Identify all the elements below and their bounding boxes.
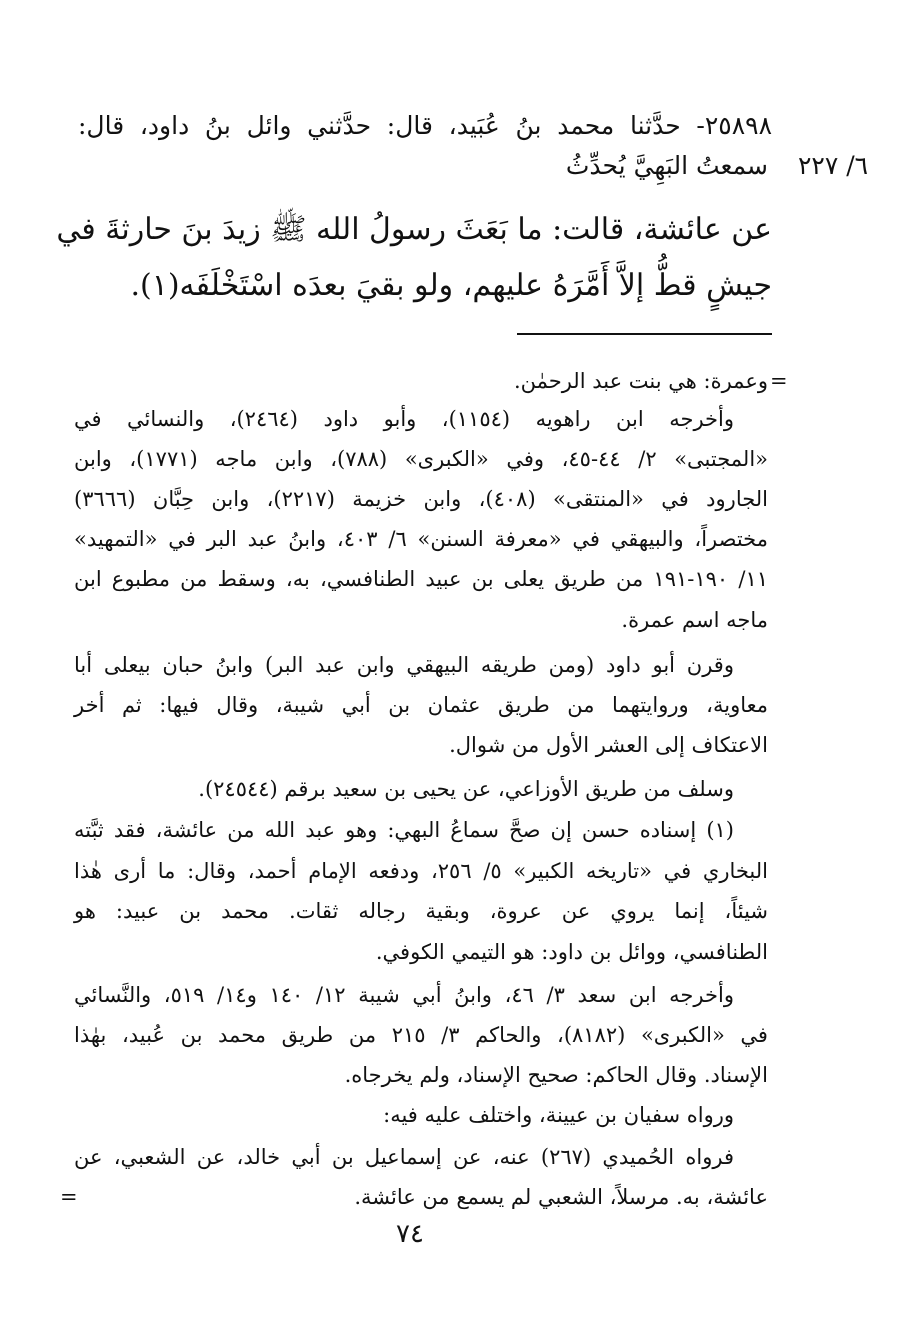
footnote-trailing-mark: = — [60, 1185, 78, 1209]
footnote-line: شيئاً، إنما يروي عن عروة، وبقية رجاله ثقات. محمد بن عبيد: هو — [74, 899, 768, 923]
footnote-line: فرواه الحُميدي (٢٦٧) عنه، عن إسماعيل بن أبي خالد، عن الشعبي، عن — [74, 1145, 734, 1169]
footnote-line: البخاري في «تاريخه الكبير» ٥/ ٢٥٦، ودفعه الإمام أحمد، وقال: ما أرى هٰذا — [74, 859, 768, 883]
footnote-line: عائشة، به. مرسلاً، الشعبي لم يسمع من عائشة. — [354, 1185, 768, 1209]
hadith-chain-line-1: ٢٥٨٩٨- حدَّثنا محمد بنُ عُبَيد، قال: حدَّثني وائل بنُ داود، قال: — [78, 111, 772, 140]
footnote-line: وقرن أبو داود (ومن طريقه البيهقي وابن عبد البر) وابنُ حبان بيعلى أبا — [74, 653, 734, 677]
footnote-line: مختصراً، والبيهقي في «معرفة السنن» ٦/ ٤٠٣، وابنُ عبد البر في «التمهيد» — [74, 527, 768, 551]
footnote-line: «المجتبى» ٢/ ٤٤-٤٥، وفي «الكبرى» (٧٨٨)، وابن ماجه (١٧٧١)، وابن — [74, 447, 768, 471]
footnote-continuation-mark: = — [770, 369, 788, 393]
volume-page-reference: ٦/ ٢٢٧ — [798, 151, 869, 180]
footnote-line: ١١/ ١٩٠-١٩١ من طريق يعلى بن عبيد الطنافسي، به، وسقط من مطبوع ابن — [74, 567, 768, 591]
footnote-line: وعمرة: هي بنت عبد الرحمٰن. — [513, 369, 768, 393]
footnote-line: الطنافسي، ووائل بن داود: هو التيمي الكوفي. — [375, 940, 768, 964]
footnote-line: الإسناد. وقال الحاكم: صحيح الإسناد، ولم يخرجاه. — [344, 1063, 768, 1087]
footnote-line: الاعتكاف إلى العشر الأول من شوال. — [449, 733, 768, 757]
footnote-line: في «الكبرى» (٨١٨٢)، والحاكم ٣/ ٢١٥ من طريق محمد بن عُبيد، بهٰذا — [74, 1023, 768, 1047]
footnote-line: ماجه اسم عمرة. — [621, 608, 768, 632]
footnote-line: وأخرجه ابن راهويه (١١٥٤)، وأبو داود (٢٤٦٤)، والنسائي في — [74, 407, 734, 431]
footnote-separator — [517, 333, 772, 335]
hadith-text-line-1: عن عائشة، قالت: ما بَعَثَ رسولُ الله ﷺ زيدَ بنَ حارثةَ في — [56, 212, 772, 247]
footnote-line: وسلف من طريق الأوزاعي، عن يحيى بن سعيد برقم (٢٤٥٤٤). — [198, 777, 734, 801]
footnote-line: ورواه سفيان بن عيينة، واختلف عليه فيه: — [383, 1103, 734, 1127]
footnote-line: الجارود في «المنتقى» (٤٠٨)، وابن خزيمة (٢٢١٧)، وابن حِبَّان (٣٦٦٦) — [74, 487, 769, 511]
footnote-line: (١) إسناده حسن إن صحَّ سماعُ البهي: وهو عبد الله من عائشة، فقد ثبَّته — [74, 818, 734, 842]
hadith-chain-line-2: سمعتُ البَهِيَّ يُحدِّثُ — [565, 151, 768, 180]
footnote-line: معاوية، وروايتهما من طريق عثمان بن أبي شيبة، وقال فيها: ثم أخر — [74, 693, 768, 717]
page-number: ٧٤ — [396, 1219, 424, 1249]
hadith-text-line-2: جيشٍ قطُّ إلاَّ أَمَّرَهُ عليهم، ولو بقيَ بعدَه اسْتَخْلَفَه(١). — [130, 268, 772, 303]
footnote-line: وأخرجه ابن سعد ٣/ ٤٦، وابنُ أبي شيبة ١٢/ ١٤٠ و١٤/ ٥١٩، والنَّسائي — [74, 983, 734, 1007]
